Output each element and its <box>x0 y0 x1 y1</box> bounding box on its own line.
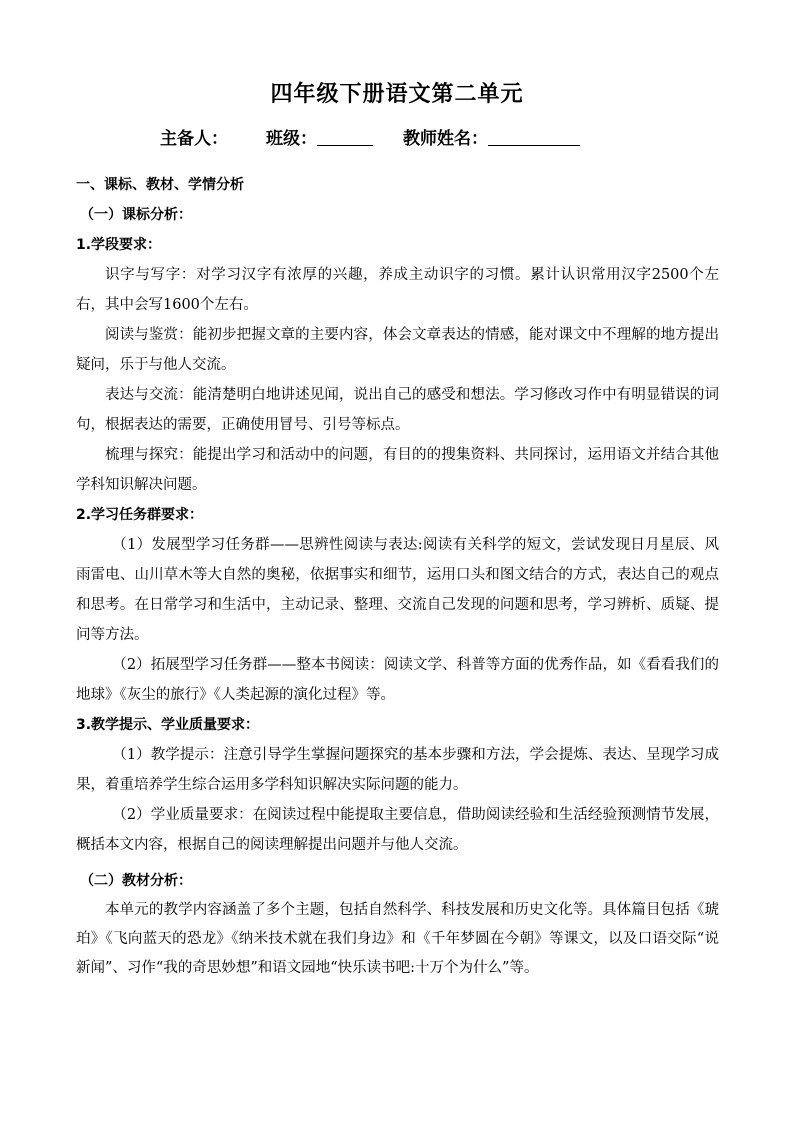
class-blank-line <box>317 145 373 146</box>
page-title: 四年级下册语文第二单元 <box>270 82 524 107</box>
paragraph-task-group-2: （2）拓展型学习任务群——整本书阅读：阅读文学、科普等方面的优秀作品，如《看看我们的地球》《灰尘的旅行》《人类起源的演化过程》等。 <box>76 657 719 703</box>
paragraph-reading: 阅读与鉴赏：能初步把握文章的主要内容，体会文章表达的情感，能对课文中不理解的地方提出疑问，乐于与他人交流。 <box>76 327 719 373</box>
class-label: 班级： <box>266 129 317 149</box>
item-heading-stage-requirements: 1.学段要求： <box>76 237 162 253</box>
teacher-name-blank-line <box>488 145 580 146</box>
section-heading: 一、课标、教材、学情分析 <box>76 177 244 193</box>
item-heading-task-groups: 2.学习任务群要求： <box>76 507 204 523</box>
paragraph-quality-requirement: （2）学业质量要求：在阅读过程中能提取主要信息，借助阅读经验和生活经验预测情节发展，概括本文内容，根据自己的阅读理解提出问题并与他人交流。 <box>76 807 719 853</box>
paragraph-textbook-analysis: 本单元的教学内容涵盖了多个主题，包括自然科学、科技发展和历史文化等。具体篇目包括《琥珀》《飞向蓝天的恐龙》《纳米技术就在我们身边》和《千年梦圆在今朝》等课文，以及口语交际“说新闻”、习作“我的奇思妙想”和语文园地“快乐读书吧:十万个为什么”等。 <box>76 902 719 976</box>
paragraph-literacy: 识字与写字：对学习汉字有浓厚的兴趣，养成主动识字的习惯。累计认识常用汉字2500个左右，其中会写1600个左右。 <box>76 267 719 313</box>
teacher-name-label: 教师姓名： <box>403 129 488 149</box>
document-body <box>76 170 719 983</box>
paragraph-expression: 表达与交流：能清楚明白地讲述见闻，说出自己的感受和想法。学习修改习作中有明显错误的词句，根据表达的需要，正确使用冒号、引号等标点。 <box>76 387 719 433</box>
paragraph-inquiry: 梳理与探究：能提出学习和活动中的问题，有目的的搜集资料、共同探讨，运用语文并结合其他学科知识解决问题。 <box>76 447 719 493</box>
item-heading-teaching-tips: 3.教学提示、学业质量要求： <box>76 717 260 733</box>
preparer-label: 主备人： <box>160 129 228 149</box>
header-meta <box>160 126 720 152</box>
subsection-heading-textbook: （二）教材分析： <box>80 873 192 889</box>
paragraph-task-group-1: （1）发展型学习任务群——思辨性阅读与表达:阅读有关科学的短文，尝试发现日月星辰、风雨雷电、山川草木等大自然的奥秘，依据事实和细节，运用口头和图文结合的方式，表达自己的观点和思考。在日常学习和生活中，主动记录、整理、交流自己发现的问题和思考，学习辨析、质疑、提问等方法。 <box>76 537 719 643</box>
subsection-heading-curriculum: （一）课标分析： <box>80 207 192 223</box>
paragraph-teaching-tip: （1）教学提示：注意引导学生掌握问题探究的基本步骤和方法，学会提炼、表达、呈现学习成果，着重培养学生综合运用多学科知识解决实际问题的能力。 <box>76 747 719 793</box>
